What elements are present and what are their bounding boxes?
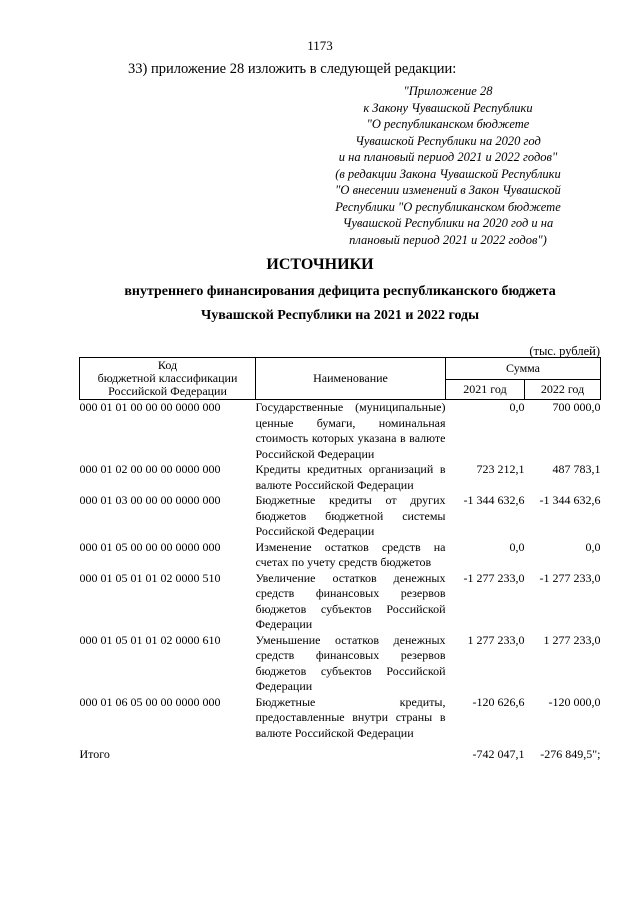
table-row <box>80 400 601 463</box>
appendix-line: "О республиканском бюджете <box>366 117 530 131</box>
header-code-line: бюджетной классификации <box>97 371 238 385</box>
table-row <box>80 493 601 540</box>
header-year-2022: 2022 год <box>525 380 601 400</box>
row-code: 000 01 03 00 00 00 0000 000 <box>79 493 221 507</box>
row-name: Кредиты кредитных организаций в валюте Российской Федерации <box>255 462 446 492</box>
row-value-2021: -1 344 632,6 <box>463 493 525 507</box>
row-value-2021: -1 277 233,0 <box>463 570 525 585</box>
table-row <box>80 695 601 742</box>
total-row <box>80 741 601 763</box>
row-code: 000 01 05 00 00 00 0000 000 <box>79 539 221 554</box>
row-value-2021: -120 626,6 <box>472 694 525 709</box>
table-row <box>80 462 601 493</box>
row-name: Изменение остатков средств на счетах по учету средств бюджетов <box>255 539 446 569</box>
row-value-2022: -120 000,0 <box>548 694 601 709</box>
row-name: Бюджетные кредиты, предоставленные внутри страны в валюте Российской Федерации <box>255 694 446 740</box>
header-name: Наименование <box>256 358 446 400</box>
appendix-line: Республики "О республиканском бюджете <box>335 199 561 214</box>
sources-table <box>79 357 601 763</box>
row-value-2022: 700 000,0 <box>552 400 601 414</box>
appendix-line: Чувашской Республики на 2020 год и на <box>342 216 554 230</box>
appendix-line: "О внесении изменений в Закон Чувашской <box>335 183 561 197</box>
appendix-line: "Приложение 28 <box>403 84 493 98</box>
total-value-2021: -742 047,1 <box>472 747 525 761</box>
units-label: (тыс. рублей) <box>529 344 600 358</box>
row-name: Государственные (муниципальные) ценные бумаги, номинальная стоимость которых указана в валюте Российской Федерации <box>255 400 446 461</box>
row-code: 000 01 01 00 00 00 0000 000 <box>79 400 221 414</box>
row-name: Бюджетные кредиты от других бюджетов бюджетной системы Российской Федерации <box>255 493 446 538</box>
row-value-2022: -1 277 233,0 <box>539 570 601 585</box>
row-value-2022: 0,0 <box>585 539 601 554</box>
table-row <box>80 633 601 695</box>
header-year-2021: 2021 год <box>446 380 525 400</box>
document-subtitle <box>80 280 600 328</box>
table-row <box>80 540 601 571</box>
appendix-line: и на плановый период 2021 и 2022 годов" <box>338 150 558 164</box>
row-value-2021: 723 212,1 <box>476 462 525 476</box>
header-code <box>80 358 256 400</box>
row-name: Увеличение остатков денежных средств финансовых резервов бюджетов субъектов Российской Федерации <box>255 570 446 631</box>
header-sum: Сумма <box>446 358 601 380</box>
row-code: 000 01 02 00 00 00 0000 000 <box>79 462 221 476</box>
row-value-2021: 1 277 233,0 <box>467 632 525 647</box>
row-value-2021: 0,0 <box>509 400 525 414</box>
appendix-line: Чувашской Республики на 2020 год <box>355 133 541 148</box>
row-code: 000 01 06 05 00 00 0000 000 <box>79 694 221 709</box>
appendix-line: (в редакции Закона Чувашской Республики <box>335 166 561 181</box>
header-code-line: Российской Федерации <box>108 384 227 398</box>
table-row <box>80 571 601 633</box>
row-value-2022: 1 277 233,0 <box>543 632 601 647</box>
document-title: ИСТОЧНИКИ <box>266 256 374 273</box>
header-code-line: Код <box>157 358 178 372</box>
row-name: Уменьшение остатков денежных средств финансовых резервов бюджетов субъектов Российской Федерации <box>255 632 446 693</box>
total-value-2022: -276 849,5"; <box>540 747 601 761</box>
amendment-instruction: 33) приложение 28 изложить в следующей редакции: <box>128 61 457 77</box>
row-value-2022: 487 783,1 <box>552 462 601 476</box>
page-number: 1173 <box>307 38 333 53</box>
subtitle-line: внутреннего финансирования дефицита республиканского бюджета <box>124 284 556 299</box>
row-code: 000 01 05 01 01 02 0000 610 <box>79 632 221 647</box>
row-value-2022: -1 344 632,6 <box>539 493 601 507</box>
total-label: Итого <box>79 747 110 761</box>
total-name-empty <box>256 741 446 763</box>
appendix-header <box>308 83 588 248</box>
subtitle-line: Чувашской Республики на 2021 и 2022 годы <box>200 308 480 323</box>
appendix-line: к Закону Чувашской Республики <box>363 100 533 115</box>
row-code: 000 01 05 01 01 02 0000 510 <box>79 570 221 585</box>
appendix-line: плановый период 2021 и 2022 годов") <box>349 232 547 247</box>
row-value-2021: 0,0 <box>509 539 525 554</box>
